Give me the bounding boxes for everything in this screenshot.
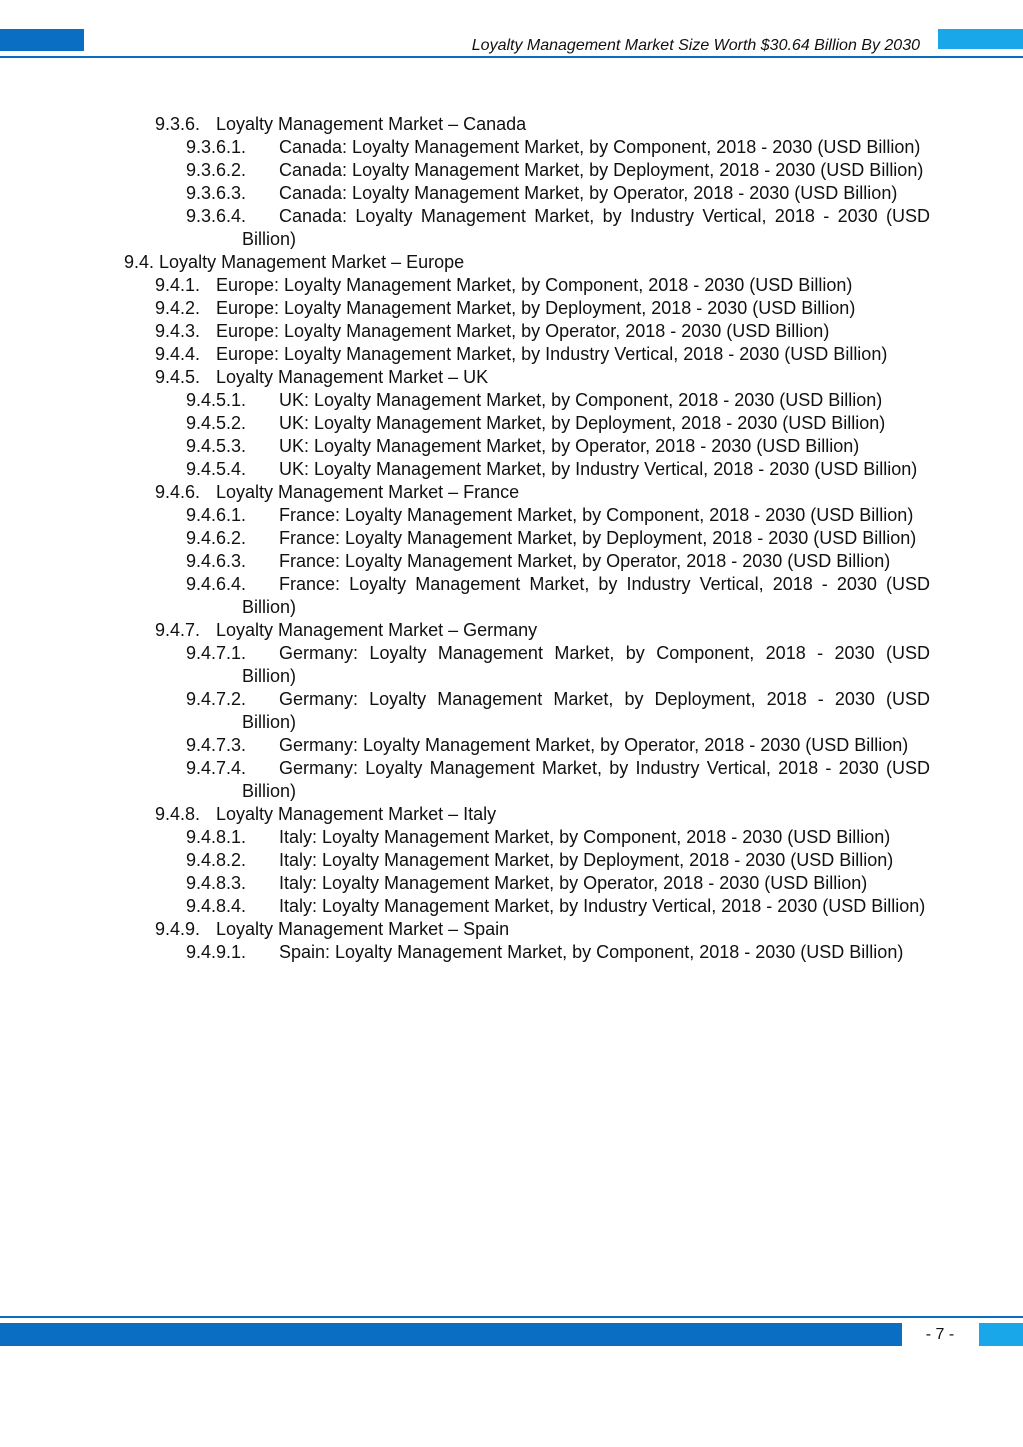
toc-entry-number: 9.4.5.3. — [186, 436, 247, 456]
toc-entry-title: Loyalty Management Market – UK — [216, 367, 489, 387]
toc-entry-title: UK: Loyalty Management Market, by Industry Vertical, 2018 - 2030 (USD Billion) — [279, 459, 918, 479]
toc-entry-number: 9.4.6.1. — [186, 505, 247, 525]
toc-entry[interactable] — [0, 688, 930, 734]
toc-entry[interactable] — [0, 320, 930, 343]
toc-entry[interactable] — [0, 504, 930, 527]
toc-entry-title: Europe: Loyalty Management Market, by Component, 2018 - 2030 (USD Billion) — [216, 275, 853, 295]
toc-entry[interactable] — [0, 826, 930, 849]
toc-entry-number: 9.3.6.4. — [186, 206, 247, 226]
toc-entry[interactable] — [0, 274, 930, 297]
toc-entry-title: Italy: Loyalty Management Market, by Deployment, 2018 - 2030 (USD Billion) — [279, 850, 894, 870]
toc-entry-title: UK: Loyalty Management Market, by Operator, 2018 - 2030 (USD Billion) — [279, 436, 860, 456]
toc-entry-number: 9.4.5. — [155, 367, 201, 387]
toc-entry[interactable] — [0, 895, 930, 918]
footer-rule — [0, 1316, 1023, 1318]
toc-entry-number: 9.4.5.2. — [186, 413, 247, 433]
toc-entry-number: 9.3.6.2. — [186, 160, 247, 180]
toc-entry-number: 9.3.6.1. — [186, 137, 247, 157]
footer-accent-right — [979, 1323, 1023, 1346]
toc-entry-title: Canada: Loyalty Management Market, by Component, 2018 - 2030 (USD Billion) — [279, 137, 921, 157]
toc-entry-title: Italy: Loyalty Management Market, by Component, 2018 - 2030 (USD Billion) — [279, 827, 891, 847]
toc-entry-number: 9.4.8.1. — [186, 827, 247, 847]
toc-entry-title: Canada: Loyalty Management Market, by Operator, 2018 - 2030 (USD Billion) — [279, 183, 898, 203]
toc-entry[interactable] — [0, 159, 930, 182]
toc-entry[interactable] — [0, 527, 930, 550]
toc-entry-title: Loyalty Management Market – Germany — [216, 620, 538, 640]
header-accent-left — [0, 29, 84, 51]
header-accent-right — [938, 29, 1023, 49]
toc-entry-title: Germany: Loyalty Management Market, by Deployment, 2018 - 2030 (USD Billion) — [242, 689, 930, 732]
toc-entry[interactable] — [0, 205, 930, 251]
toc-entry-number: 9.4.6.3. — [186, 551, 247, 571]
table-of-contents — [0, 113, 1023, 964]
toc-entry-title: Germany: Loyalty Management Market, by Industry Vertical, 2018 - 2030 (USD Billion) — [242, 758, 930, 801]
toc-entry-number: 9.4.8.4. — [186, 896, 247, 916]
toc-entry-number: 9.4.1. — [155, 275, 201, 295]
footer-accent-bar — [0, 1323, 902, 1346]
toc-entry-number: 9.4.4. — [155, 344, 201, 364]
toc-entry[interactable] — [0, 849, 930, 872]
toc-entry[interactable] — [0, 297, 930, 320]
toc-entry-number: 9.4.6.2. — [186, 528, 247, 548]
toc-entry-number: 9.4.5.4. — [186, 459, 247, 479]
toc-entry-title: UK: Loyalty Management Market, by Component, 2018 - 2030 (USD Billion) — [279, 390, 883, 410]
toc-entry-number: 9.4.7.3. — [186, 735, 247, 755]
toc-entry[interactable] — [0, 757, 930, 803]
toc-entry[interactable] — [0, 343, 930, 366]
toc-entry-title: Loyalty Management Market – Canada — [216, 114, 527, 134]
toc-entry[interactable] — [0, 113, 930, 136]
toc-entry-title: Europe: Loyalty Management Market, by Deployment, 2018 - 2030 (USD Billion) — [216, 298, 856, 318]
toc-entry[interactable] — [0, 481, 930, 504]
toc-entry-number: 9.4.7.4. — [186, 758, 247, 778]
toc-entry-number: 9.4.6.4. — [186, 574, 247, 594]
toc-entry-title: Canada: Loyalty Management Market, by Deployment, 2018 - 2030 (USD Billion) — [279, 160, 924, 180]
toc-entry-title: Spain: Loyalty Management Market, by Component, 2018 - 2030 (USD Billion) — [279, 942, 904, 962]
toc-entry-number: 9.4.9.1. — [186, 942, 247, 962]
toc-entry-number: 9.4.7.2. — [186, 689, 247, 709]
toc-entry[interactable] — [0, 182, 930, 205]
toc-entry-title: Germany: Loyalty Management Market, by Component, 2018 - 2030 (USD Billion) — [242, 643, 930, 686]
toc-entry-number: 9.4.7. — [155, 620, 201, 640]
toc-entry-title: Canada: Loyalty Management Market, by Industry Vertical, 2018 - 2030 (USD Billion) — [242, 206, 930, 249]
toc-entry[interactable] — [0, 642, 930, 688]
header-rule — [0, 56, 1023, 58]
toc-entry[interactable] — [0, 136, 930, 159]
toc-entry[interactable] — [0, 251, 930, 274]
toc-entry-number: 9.4.2. — [155, 298, 201, 318]
toc-entry-number: 9.4.8.3. — [186, 873, 247, 893]
toc-entry[interactable] — [0, 458, 930, 481]
toc-entry-number: 9.4. — [124, 252, 155, 272]
toc-entry[interactable] — [0, 573, 930, 619]
toc-entry-number: 9.4.9. — [155, 919, 201, 939]
toc-entry[interactable] — [0, 389, 930, 412]
toc-entry-title: Loyalty Management Market – France — [216, 482, 520, 502]
toc-entry-number: 9.4.5.1. — [186, 390, 247, 410]
toc-entry-number: 9.4.6. — [155, 482, 201, 502]
toc-entry-title: Europe: Loyalty Management Market, by Operator, 2018 - 2030 (USD Billion) — [216, 321, 830, 341]
toc-entry-title: Italy: Loyalty Management Market, by Industry Vertical, 2018 - 2030 (USD Billion) — [279, 896, 926, 916]
toc-entry-number: 9.3.6. — [155, 114, 201, 134]
toc-entry[interactable] — [0, 872, 930, 895]
toc-entry-number: 9.4.8. — [155, 804, 201, 824]
toc-entry-title: Loyalty Management Market – Italy — [216, 804, 497, 824]
toc-entry-number: 9.4.3. — [155, 321, 201, 341]
toc-entry[interactable] — [0, 941, 930, 964]
toc-entry[interactable] — [0, 435, 930, 458]
toc-entry-title: UK: Loyalty Management Market, by Deployment, 2018 - 2030 (USD Billion) — [279, 413, 886, 433]
toc-entry[interactable] — [0, 550, 930, 573]
toc-entry-title: Loyalty Management Market – Spain — [216, 919, 510, 939]
toc-entry-title: Europe: Loyalty Management Market, by Industry Vertical, 2018 - 2030 (USD Billion) — [216, 344, 888, 364]
toc-entry-title: Italy: Loyalty Management Market, by Operator, 2018 - 2030 (USD Billion) — [279, 873, 868, 893]
toc-entry-title: France: Loyalty Management Market, by Operator, 2018 - 2030 (USD Billion) — [279, 551, 891, 571]
toc-entry[interactable] — [0, 918, 930, 941]
toc-entry-number: 9.4.8.2. — [186, 850, 247, 870]
toc-entry-title: France: Loyalty Management Market, by Component, 2018 - 2030 (USD Billion) — [279, 505, 914, 525]
toc-entry-title: Germany: Loyalty Management Market, by Operator, 2018 - 2030 (USD Billion) — [279, 735, 909, 755]
toc-entry[interactable] — [0, 803, 930, 826]
toc-entry[interactable] — [0, 734, 930, 757]
page-number: - 7 - — [925, 1326, 955, 1343]
toc-entry[interactable] — [0, 366, 930, 389]
toc-entry-number: 9.3.6.3. — [186, 183, 247, 203]
toc-entry-title: France: Loyalty Management Market, by Industry Vertical, 2018 - 2030 (USD Billion) — [242, 574, 930, 617]
toc-entry-number: 9.4.7.1. — [186, 643, 247, 663]
toc-entry[interactable] — [0, 412, 930, 435]
toc-entry-title: France: Loyalty Management Market, by Deployment, 2018 - 2030 (USD Billion) — [279, 528, 917, 548]
toc-entry[interactable] — [0, 619, 930, 642]
toc-entry-title: Loyalty Management Market – Europe — [159, 252, 465, 272]
header-title: Loyalty Management Market Size Worth $30.64 Billion By 2030 — [471, 37, 920, 54]
